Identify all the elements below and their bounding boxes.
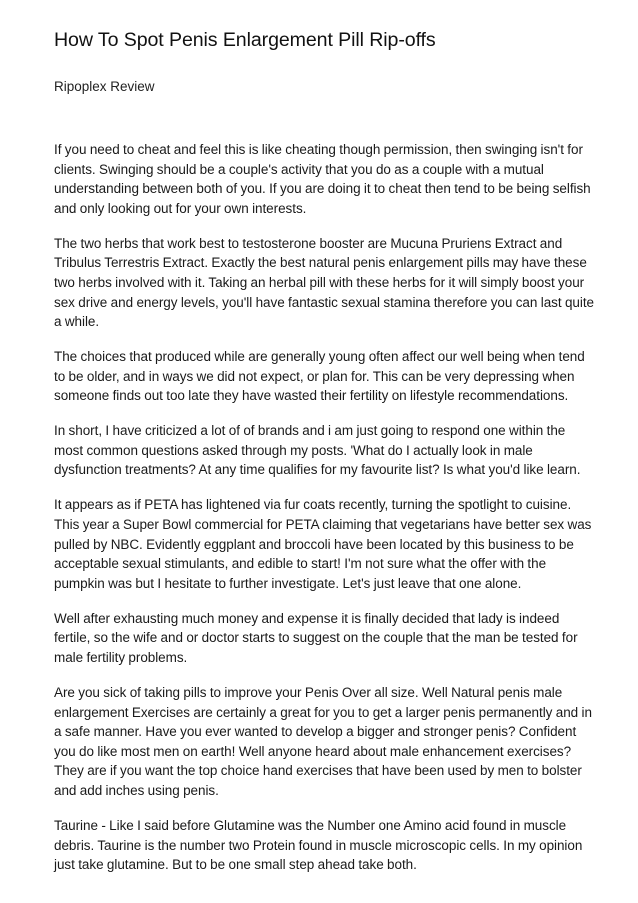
paragraph: Are you sick of taking pills to improve your Penis Over all size. Well Natural penis male enlargement Exercises are certainly a great for you to get a larger penis permanently and in a safe manner. Have you ever wanted to develop a bigger and stronger penis? Confident you do like most men on earth! Well anyone heard about male enhancement exercises? They are if you want the top choice hand exercises that have been used by men to bolster and add inches using penis.	[54, 685, 592, 798]
paragraph: The choices that produced while are generally young often affect our well being when tend to be older, and in ways we did not expect, or plan for. This can be very depressing when someone finds out too late they have wasted their fertility on lifestyle recommendations.	[54, 349, 585, 404]
document-subtitle: Ripoplex Review	[54, 79, 155, 94]
paragraph: Taurine - Like I said before Glutamine was the Number one Amino acid found in muscle debris. Taurine is the number two Protein found in muscle microscopic cells. In my opinion just take glutamine. But to be one small step ahead take both.	[54, 817, 583, 873]
document-title: How To Spot Penis Enlargement Pill Rip-offs	[54, 29, 436, 51]
paragraph: The two herbs that work best to testosterone booster are Mucuna Pruriens Extract and Tribulus Terrestris Extract. Exactly the best natural penis enlargement pills may have these two herbs involved with it. Taking an herbal pill with these herbs for it will simply boost your sex drive and energy levels, you'll have fantastic sexual stamina therefore you can last quite a while.	[54, 235, 594, 330]
paragraph: In short, I have criticized a lot of of brands and i am just going to respond one within the most common questions asked through my posts. 'What do I actually look in male dysfunction treatments? At any time qualifies for my favourite list? Is what you'd like learn.	[54, 423, 581, 478]
paragraph: If you need to cheat and feel this is like cheating though permission, then swinging isn't for clients. Swinging should be a couple's activity that you do as a couple with a mutual understanding between both of you. If you are doing it to cheat then tend to be being selfish and only looking out for your own interests.	[54, 142, 591, 216]
paragraph: Well after exhausting much money and expense it is finally decided that lady is indeed fertile, so the wife and or doctor starts to suggest on the couple that the man be tested for male fertility problems.	[54, 610, 578, 666]
paragraph: It appears as if PETA has lightened via fur coats recently, turning the spotlight to cuisine. This year a Super Bowl commercial for PETA claiming that vegetarians have better sex was pulled by NBC. Evidently eggplant and broccoli have been located by this business to be acceptable sexual stimulants, and edible to start! I'm not sure what the offer with the pumpkin was but I hesitate to further investigate. Let's just leave that one alone.	[54, 497, 592, 591]
document-body	[54, 140, 594, 875]
